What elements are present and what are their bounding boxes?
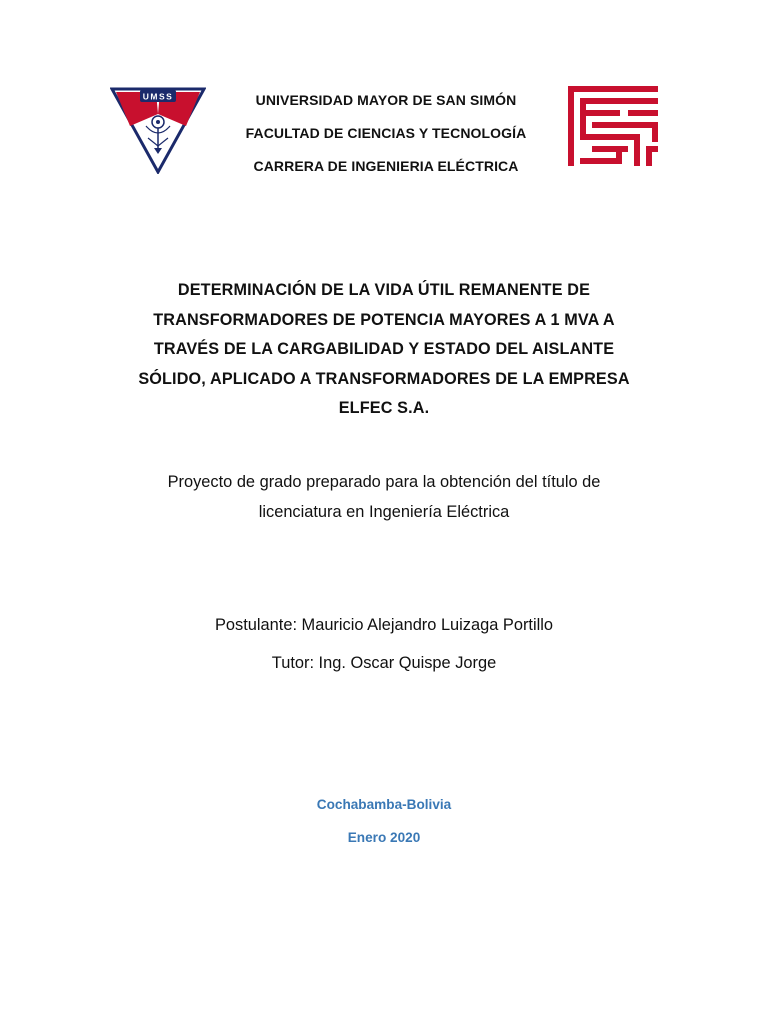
institution-header [200, 84, 572, 183]
title-line: TRAVÉS DE LA CARGABILIDAD Y ESTADO DEL AISLANTE [153, 340, 615, 358]
degree-statement [110, 467, 658, 527]
fcyt-logo-icon [568, 86, 658, 166]
location-text: Cochabamba-Bolivia [316, 797, 452, 812]
tutor-line: Tutor: Ing. Oscar Quispe Jorge [271, 654, 497, 672]
umss-logo [110, 86, 206, 174]
career-name: CARRERA DE INGENIERIA ELÉCTRICA [253, 158, 519, 174]
subtitle-line: Proyecto de grado preparado para la obtención del título de [167, 473, 601, 491]
umss-logo-text: UMSS [142, 91, 174, 102]
thesis-title [100, 276, 668, 424]
subtitle-line: licenciatura en Ingeniería Eléctrica [258, 503, 510, 521]
university-name: UNIVERSIDAD MAYOR DE SAN SIMÓN [255, 92, 517, 108]
date-text: Enero 2020 [347, 830, 421, 845]
faculty-name: FACULTAD DE CIENCIAS Y TECNOLOGÍA [245, 125, 527, 141]
applicant-line: Postulante: Mauricio Alejandro Luizaga Portillo [214, 616, 554, 634]
title-line: ELFEC S.A. [338, 399, 430, 417]
title-line: TRANSFORMADORES DE POTENCIA MAYORES A 1 MVA A [153, 310, 615, 329]
fcyt-logo [568, 86, 658, 166]
title-line: SÓLIDO, APLICADO A TRANSFORMADORES DE LA EMPRESA [138, 369, 630, 388]
umss-shield-icon [110, 86, 206, 174]
authors-block [110, 606, 658, 682]
title-line: DETERMINACIÓN DE LA VIDA ÚTIL REMANENTE DE [177, 281, 591, 299]
place-date-block [184, 788, 584, 854]
